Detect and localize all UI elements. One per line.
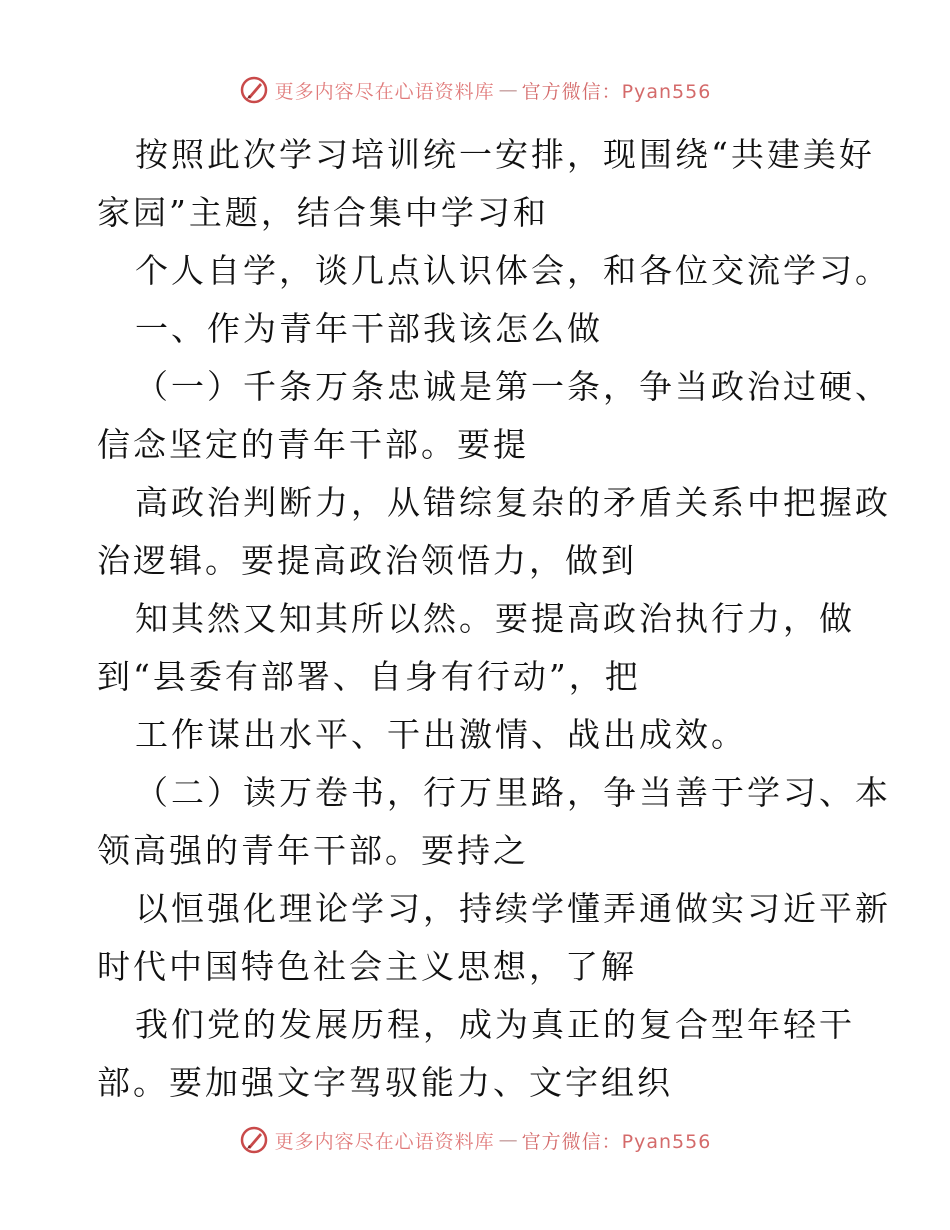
section-heading: 一、作为青年干部我该怎么做 bbox=[135, 309, 603, 348]
body-line: （一）千条万条忠诚是第一条，争当政治过硬、 bbox=[135, 367, 891, 406]
body-line: 部。要加强文字驾驭能力、文字组织 bbox=[97, 1063, 673, 1102]
body-line: 以恒强化理论学习，持续学懂弄通做实习近平新 bbox=[135, 889, 891, 928]
footer-watermark-separator: — bbox=[498, 1129, 518, 1151]
body-line: 到“县委有部署、自身有行动”，把 bbox=[97, 657, 641, 696]
body-line: 按照此次学习培训统一安排，现围绕“共建美好 bbox=[135, 135, 875, 174]
body-line: 治逻辑。要提高政治领悟力，做到 bbox=[97, 541, 637, 580]
document-body bbox=[97, 126, 891, 1112]
header-watermark bbox=[0, 70, 950, 110]
body-line: 工作谋出水平、干出激情、战出成效。 bbox=[135, 715, 747, 754]
body-line: 高政治判断力，从错综复杂的矛盾关系中把握政 bbox=[135, 483, 891, 522]
body-line: 个人自学，谈几点认识体会，和各位交流学习。 bbox=[135, 251, 891, 290]
body-line: 家园”主题，结合集中学习和 bbox=[97, 193, 549, 232]
footer-watermark bbox=[0, 1120, 950, 1160]
body-line: 领高强的青年干部。要持之 bbox=[97, 831, 529, 870]
body-line: 我们党的发展历程，成为真正的复合型年轻干 bbox=[135, 1005, 855, 1044]
body-line: 信念坚定的青年干部。要提 bbox=[97, 425, 529, 464]
quill-pen-logo-icon bbox=[239, 75, 269, 105]
header-watermark-main: 更多内容尽在心语资料库 bbox=[274, 80, 495, 103]
body-line: （二）读万卷书，行万里路，争当善于学习、本 bbox=[135, 773, 891, 812]
body-line: 知其然又知其所以然。要提高政治执行力，做 bbox=[135, 599, 855, 638]
footer-watermark-contact: 官方微信：Pyan556 bbox=[521, 1130, 712, 1153]
body-line: 时代中国特色社会主义思想，了解 bbox=[97, 947, 637, 986]
footer-watermark-main: 更多内容尽在心语资料库 bbox=[274, 1130, 495, 1153]
header-watermark-contact: 官方微信：Pyan556 bbox=[521, 80, 712, 103]
quill-pen-logo-icon bbox=[239, 1125, 269, 1155]
header-watermark-separator: — bbox=[498, 79, 518, 101]
